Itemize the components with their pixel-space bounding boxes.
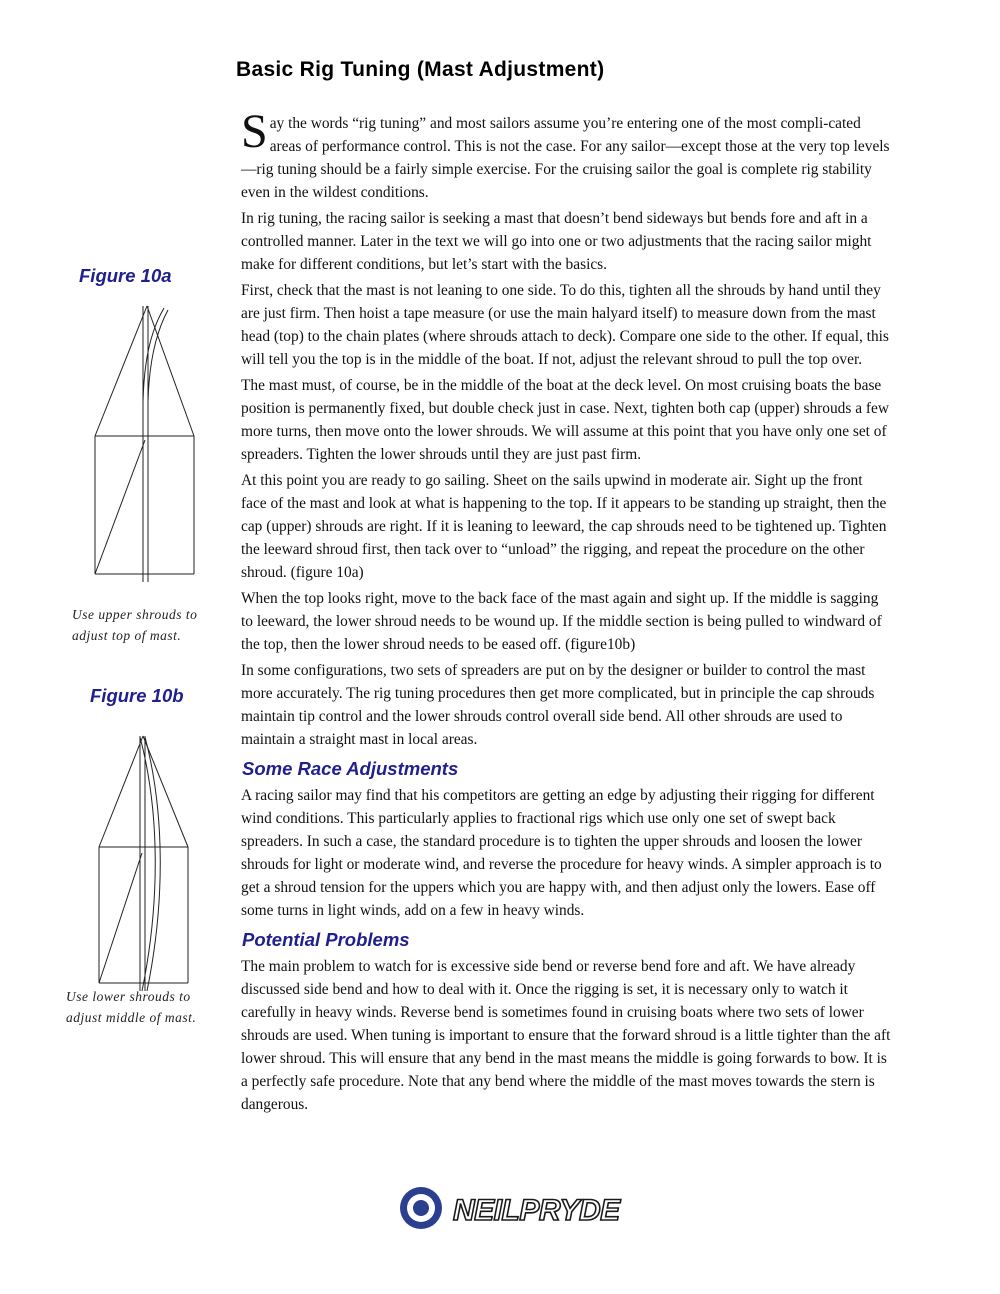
intro-text: ay the words “rig tuning” and most sailors assume you’re entering one of the most compli-cated areas of performance control. This is not the case. For any sailor—except those at the very top levels—rig tuning should be a fairly simple exercise. For the cruising sailor the goal is complete rig stability even in the wildest conditions. (241, 115, 890, 201)
neilpryde-logo (398, 1183, 668, 1233)
page-title: Basic Rig Tuning (Mast Adjustment) (236, 58, 605, 81)
logo-wordmark: NEILPRYDE (453, 1194, 620, 1227)
figure-10b-caption (66, 986, 196, 1028)
intro-paragraph (241, 105, 891, 204)
figure-10b-caption-line-1: Use lower shrouds to (66, 989, 191, 1004)
figure-10a-caption-line-1: Use upper shrouds to (72, 607, 198, 622)
paragraph-two-spreaders: In some configurations, two sets of spreaders are put on by the designer or builder to control the mast more accurately. The rig tuning procedures then get more complicated, but in principle the cap shrouds maintain tip control and the lower shrouds control overall side bend. All other shrouds are used to maintain a straight mast in local areas. (241, 662, 875, 748)
figure-10a-caption-line-2: adjust top of mast. (72, 628, 182, 643)
race-adjustments-heading: Some Race Adjustments (242, 758, 459, 779)
paragraph-check-lean: First, check that the mast is not leaning to one side. To do this, tighten all the shrouds by hand until they are just firm. Then hoist a tape measure (or use the main halyard itself) to measure down from the mast head (top) to the chain plates (where shrouds attach to deck). Compare one side to the other. If equal, this will tell you the top is in the middle of the boat. If not, adjust the relevant shroud to pull the top over. (241, 282, 889, 368)
figure-10a-diagram (90, 302, 200, 584)
main-text-column (241, 105, 891, 1119)
figure-10b-diagram (90, 733, 200, 995)
figure-10a-caption (72, 604, 197, 646)
figure-10a-label: Figure 10a (79, 265, 172, 286)
drop-cap: S (241, 105, 268, 158)
potential-problems-heading: Potential Problems (242, 929, 410, 950)
potential-problems-text: The main problem to watch for is excessive side bend or reverse bend fore and aft. We have already discussed side bend and how to deal with it. Once the rigging is set, it is necessary only to watch it carefully in heavy winds. Reverse bend is sometimes found in cruising boats where two sets of lower shrouds are used. When tuning is important to ensure that the forward shroud is a little tighter than the aft lower shroud. This will ensure that any bend in the mast means the middle is going forwards to bow. It is a perfectly safe procedure. Note that any bend where the middle of the mast moves towards the stern is dangerous. (241, 958, 891, 1113)
figure-10b-label: Figure 10b (90, 685, 184, 706)
race-adjustments-text: A racing sailor may find that his competitors are getting an edge by adjusting their rigging for different wind conditions. This particularly applies to fractional rigs which use only one set of swept back spreaders. In such a case, the standard procedure is to tighten the upper shrouds and loosen the lower shrouds for light or moderate wind, and reverse the procedure for heavy winds. A simpler approach is to get a shroud tension for the uppers which you are happy with, and then adjust only the lowers. Ease off some turns in light winds, add on a few in heavy winds. (241, 787, 882, 919)
paragraph-racing-goal: In rig tuning, the racing sailor is seeking a mast that doesn’t bend sideways but bends fore and aft in a controlled manner. Later in the text we will go into one or two adjustments that the racing sailor might make for different conditions, but let’s start with the basics. (241, 210, 872, 273)
figure-10b-caption-line-2: adjust middle of mast. (66, 1010, 197, 1025)
paragraph-go-sailing: At this point you are ready to go sailing. Sheet on the sails upwind in moderate air. Sight up the front face of the mast and look at what is happening to the top. If it appears to be standing up straight, then the cap (upper) shrouds are right. If it is leaning to leeward, the cap shrouds need to be tightened up. Tighten the leeward shroud first, then tack over to “unload” the rigging, and repeat the procedure on the other shroud. (figure 10a) (241, 472, 887, 581)
paragraph-back-face: When the top looks right, move to the back face of the mast again and sight up. If the middle is sagging to leeward, the lower shroud needs to be wound up. If the middle section is being pulled to windward of the top, then the lower shroud needs to be eased off. (figure10b) (241, 590, 882, 653)
paragraph-deck-level: The mast must, of course, be in the middle of the boat at the deck level. On most cruising boats the base position is permanently fixed, but double check just in case. Next, tighten both cap (upper) shrouds a few more turns, then move onto the lower shrouds. We will assume at this point that you have only one set of spreaders. Tighten the lower shrouds until they are just past firm. (241, 377, 889, 463)
